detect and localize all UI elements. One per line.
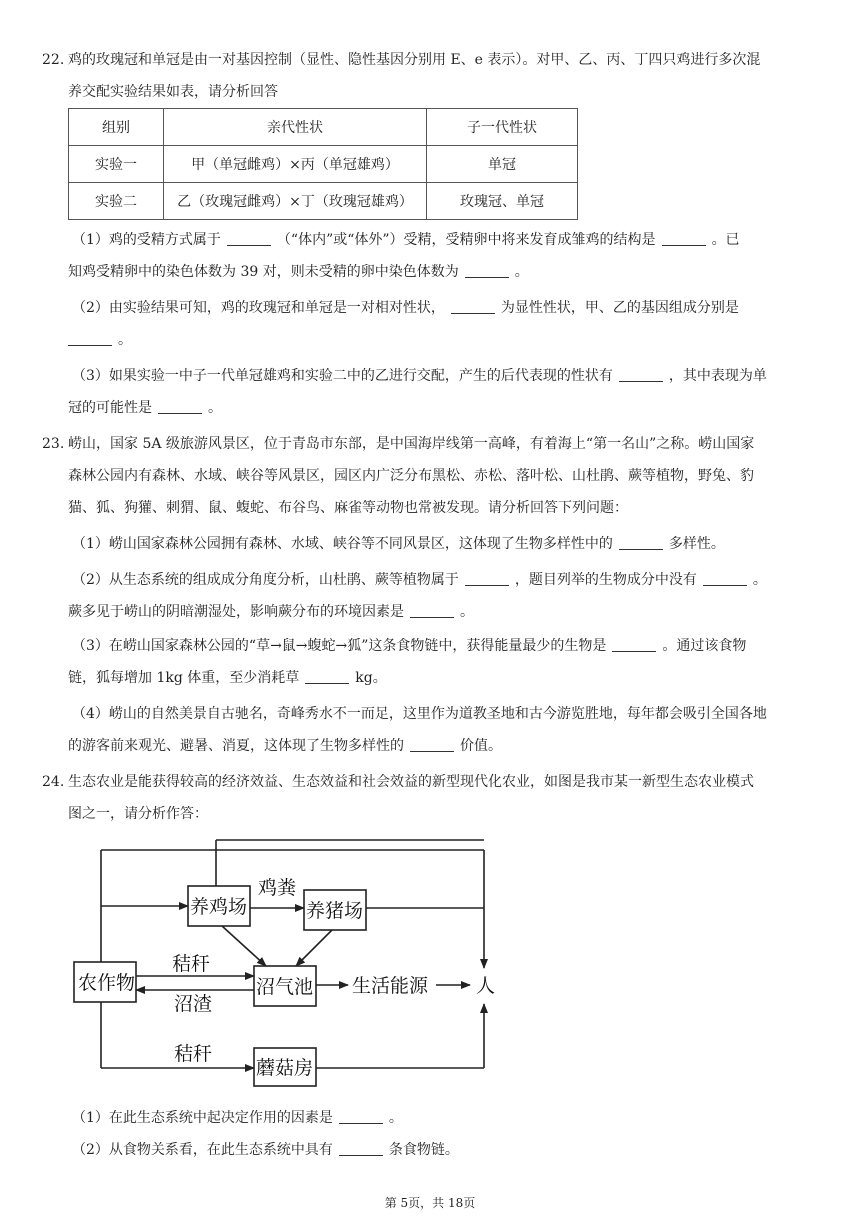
- q22-number: 22.: [42, 52, 65, 68]
- arrow-pig-to-biogas: [296, 930, 332, 966]
- answer-blank[interactable]: [410, 737, 454, 752]
- q23-sub2-line2: [68, 602, 474, 622]
- q23-sub2-text-e: 。: [460, 604, 474, 620]
- answer-blank[interactable]: [339, 1109, 383, 1124]
- label-mushroom: 蘑菇房: [256, 1057, 314, 1079]
- q23-stem-line2: 森林公园内有森林、水域、峡谷等风景区，园区内广泛分布黑松、赤松、落叶松、山杜鹃、蕨等植物，野兔、豹: [68, 468, 754, 484]
- label-straw-1: 秸秆: [172, 953, 211, 975]
- q23-stem-line3: 猫、狐、狗獾、刺猬、鼠、蝮蛇、布谷鸟、麻雀等动物也常被发现。请分析回答下列问题：: [68, 500, 628, 516]
- answer-blank[interactable]: [451, 299, 495, 314]
- q23-number: 23.: [42, 436, 65, 452]
- q22-stem-line1: 鸡的玫瑰冠和单冠是由一对基因控制（显性、隐性基因分别用 E、e 表示）。对甲、乙、丙、丁四只鸡进行多次混: [68, 52, 761, 68]
- q22-sub1-text-e: 。: [514, 264, 529, 280]
- label-residue: 沼渣: [174, 993, 213, 1015]
- q23-sub4-line1: （4）崂山的自然美景自古驰名，奇峰秀水不一而足，这里作为道教圣地和古今游览胜地，每年都会吸引全国各地: [72, 706, 767, 722]
- label-straw-2: 秸秆: [174, 1043, 213, 1065]
- q23-sub3-line2: [68, 668, 387, 688]
- answer-blank[interactable]: [158, 399, 202, 414]
- q24-sub2-text-a: （2）从食物关系看，在此生态系统中具有: [72, 1142, 333, 1158]
- table-cell: 单冠: [427, 146, 578, 183]
- q23-sub3-text-a: （3）在崂山国家森林公园的“草→鼠→蝮蛇→狐”这条食物链中，获得能量最少的生物是: [72, 638, 607, 654]
- eco-agriculture-diagram: [70, 838, 500, 1088]
- q22-sub3-line2: [68, 398, 222, 418]
- table-cell: 实验二: [69, 183, 164, 220]
- q22-stem-line2: 养交配实验结果如表，请分析回答: [68, 84, 278, 100]
- q22-sub1-text-c: 。已: [711, 232, 740, 248]
- q23-sub4-text-b: 的游客前来观光、避暑、消夏，这体现了生物多样性的: [68, 738, 404, 754]
- table-row: [69, 146, 578, 183]
- q22-sub3-text-d: 。: [208, 400, 222, 416]
- q23-sub2-text-c: 。: [752, 572, 767, 588]
- q22-sub3-text-c: 冠的可能性是: [68, 400, 152, 416]
- label-manure: 鸡粪: [258, 877, 297, 899]
- answer-blank[interactable]: [339, 1141, 383, 1156]
- q23-sub2-line1: [72, 570, 767, 590]
- q24-stem-line2: 图之一，请分析作答：: [68, 806, 208, 822]
- answer-blank[interactable]: [465, 571, 509, 586]
- table-cell: 玫瑰冠、单冠: [427, 183, 578, 220]
- q24-sub1: [72, 1108, 403, 1128]
- page-footer: 第 5页，共 18页: [384, 1196, 476, 1210]
- q23-sub2-text-b: ，题目列举的生物成分中没有: [514, 572, 697, 588]
- label-people: 人: [476, 975, 496, 997]
- answer-blank[interactable]: [703, 571, 747, 586]
- q22-sub2-line1: [72, 298, 739, 318]
- answer-blank[interactable]: [410, 603, 454, 618]
- arrow-chicken-to-biogas: [222, 926, 266, 966]
- table-cell: 实验一: [69, 146, 164, 183]
- q22-sub3-text-a: （3）如果实验一中子一代单冠雄鸡和实验二中的乙进行交配，产生的后代表现的性状有: [72, 368, 613, 384]
- q24-stem-line1: 生态农业是能获得较高的经济效益、生态效益和社会效益的新型现代化农业，如图是我市某一新型生态农业模式: [68, 774, 754, 790]
- answer-blank[interactable]: [305, 669, 349, 684]
- answer-blank[interactable]: [619, 367, 663, 382]
- answer-blank[interactable]: [68, 331, 112, 346]
- label-biogas: 沼气池: [256, 976, 314, 998]
- q22-sub2-text-b: 为显性性状，甲、乙的基因组成分别是: [500, 300, 739, 316]
- q24-sub1-text-b: 。: [388, 1110, 403, 1126]
- answer-blank[interactable]: [612, 637, 656, 652]
- q23-sub3-text-d: kg。: [355, 670, 387, 686]
- q22-sub1-line2: [68, 262, 529, 282]
- q22-sub2-line2: [68, 330, 132, 350]
- q24-sub2-text-b: 条食物链。: [388, 1142, 459, 1158]
- q23-sub4-text-c: 价值。: [460, 738, 502, 754]
- label-chicken: 养鸡场: [190, 896, 248, 918]
- answer-blank[interactable]: [465, 263, 509, 278]
- q22-sub2-text-c: 。: [118, 332, 132, 348]
- q22-sub3-text-b: ，其中表现为单: [668, 368, 767, 384]
- q24-number: 24.: [42, 774, 65, 790]
- label-crops: 农作物: [78, 972, 136, 994]
- q22-sub1-text-b: （“体内”或“体外”）受精，受精卵中将来发育成雏鸡的结构是: [276, 232, 656, 248]
- q23-sub1-text-b: 多样性。: [668, 536, 725, 552]
- answer-blank[interactable]: [227, 231, 271, 246]
- table-header-cell: 子一代性状: [427, 109, 578, 146]
- q23-sub1: [72, 534, 725, 554]
- answer-blank[interactable]: [662, 231, 706, 246]
- q22-sub1-text-d: 知鸡受精卵中的染色体数为 39 对，则未受精的卵中染色体数为: [68, 264, 459, 280]
- q22-sub2-text-a: （2）由实验结果可知，鸡的玫瑰冠和单冠是一对相对性状，: [72, 300, 445, 316]
- q23-sub2-text-d: 蕨多见于崂山的阴暗潮湿处，影响蕨分布的环境因素是: [68, 604, 404, 620]
- table-header-cell: 亲代性状: [164, 109, 427, 146]
- q22-sub1-line1: [72, 230, 740, 250]
- experiment-table: [68, 108, 578, 220]
- q24-sub2: [72, 1140, 459, 1160]
- q22-sub1-text-a: （1）鸡的受精方式属于: [72, 232, 221, 248]
- table-row: [69, 183, 578, 220]
- table-header-cell: 组别: [69, 109, 164, 146]
- table-cell: 乙（玫瑰冠雌鸡）×丁（玫瑰冠雄鸡）: [164, 183, 427, 220]
- q23-sub4-line2: [68, 736, 502, 756]
- q23-sub3-text-c: 链，狐每增加 1kg 体重，至少消耗草: [68, 670, 300, 686]
- answer-blank[interactable]: [619, 535, 663, 550]
- q23-sub2-text-a: （2）从生态系统的组成成分角度分析，山杜鹃、蕨等植物属于: [72, 572, 459, 588]
- table-header-row: [69, 109, 578, 146]
- label-energy: 生活能源: [352, 975, 429, 997]
- table-cell: 甲（单冠雌鸡）×丙（单冠雄鸡）: [164, 146, 427, 183]
- q23-sub3-line1: [72, 636, 746, 656]
- q23-stem-line1: 崂山，国家 5A 级旅游风景区，位于青岛市东部，是中国海岸线第一高峰，有着海上“第一名山”之称。崂山国家: [68, 436, 755, 452]
- label-pig: 养猪场: [306, 900, 364, 922]
- q23-sub3-text-b: 。通过该食物: [662, 638, 747, 654]
- q22-sub3-line1: [72, 366, 767, 386]
- q23-sub1-text-a: （1）崂山国家森林公园拥有森林、水域、峡谷等不同风景区，这体现了生物多样性中的: [72, 536, 613, 552]
- q24-sub1-text-a: （1）在此生态系统中起决定作用的因素是: [72, 1110, 333, 1126]
